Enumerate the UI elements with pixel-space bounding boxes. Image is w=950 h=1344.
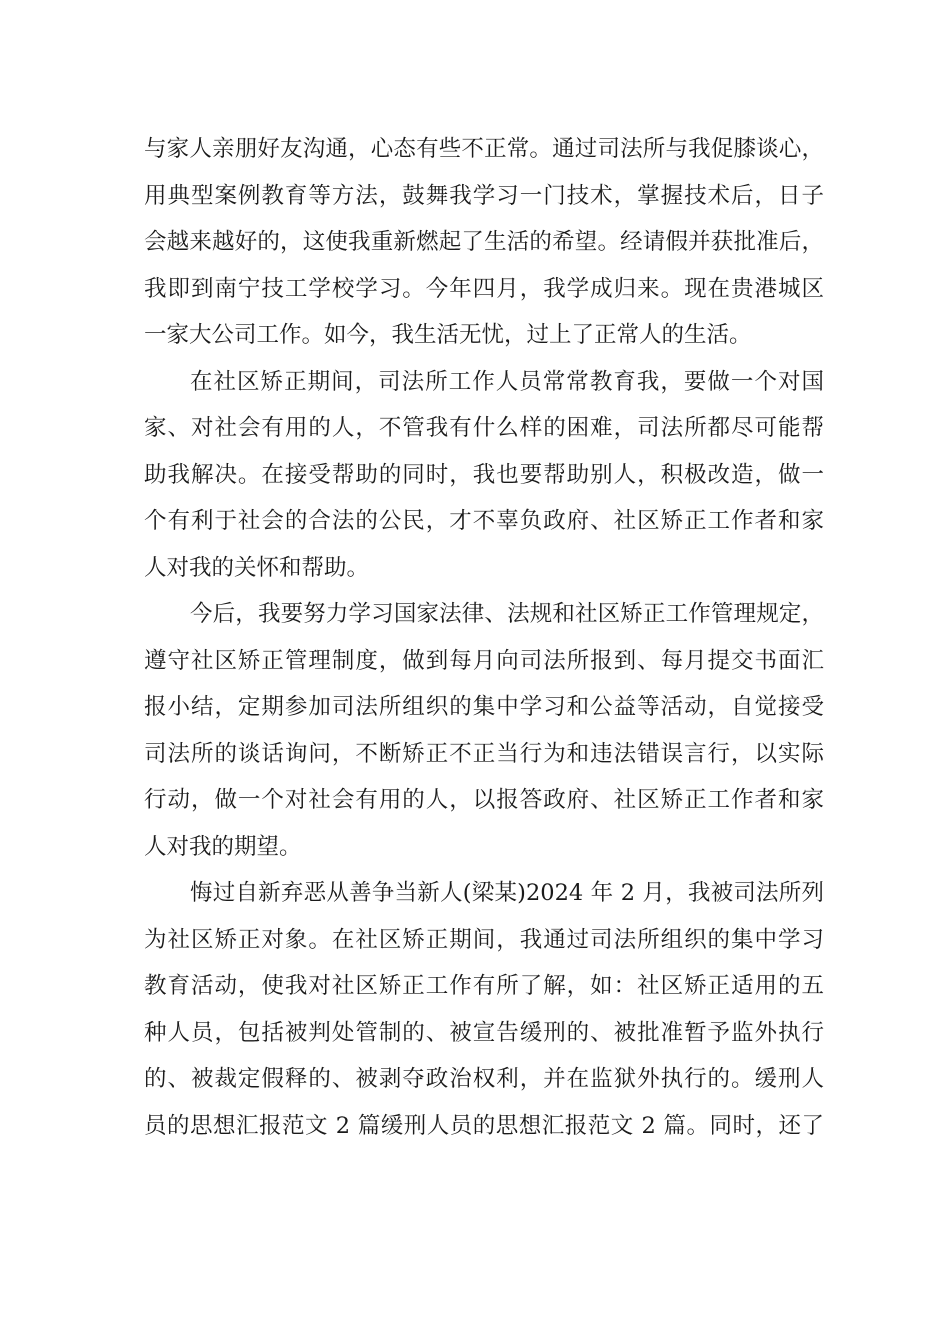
text-line: 家、对社会有用的人，不管我有什么样的困难，司法所都尽可能帮 <box>144 415 824 441</box>
text-line: 与家人亲朋好友沟通，心态有些不正常。通过司法所与我促膝谈心， <box>144 136 824 162</box>
text-line: 报小结，定期参加司法所组织的集中学习和公益等活动，自觉接受 <box>144 694 824 720</box>
text-line: 行动，做一个对社会有用的人，以报答政府、社区矫正工作者和家 <box>144 787 824 813</box>
text-line: 的、被裁定假释的、被剥夺政治权利，并在监狱外执行的。缓刑人 <box>144 1066 824 1092</box>
text-line: 助我解决。在接受帮助的同时，我也要帮助别人，积极改造，做一 <box>144 461 824 488</box>
text-line: 人对我的期望。 <box>144 833 302 860</box>
paragraph-3 <box>144 591 824 870</box>
text-line: 遵守社区矫正管理制度，做到每月向司法所报到、每月提交书面汇 <box>144 647 824 674</box>
text-line: 今后，我要努力学习国家法律、法规和社区矫正工作管理规定， <box>190 601 824 627</box>
text-line: 用典型案例教育等方法，鼓舞我学习一门技术，掌握技术后，日子 <box>144 182 824 209</box>
document-body <box>144 126 824 1149</box>
paragraph-1 <box>144 126 824 359</box>
text-line: 会越来越好的，这使我重新燃起了生活的希望。经请假并获批准后， <box>144 229 824 255</box>
text-line: 员的思想汇报范文 2 篇缓刑人员的思想汇报范文 2 篇。同时，还了 <box>144 1112 824 1139</box>
text-line: 人对我的关怀和帮助。 <box>144 554 370 581</box>
text-line: 教育活动，使我对社区矫正工作有所了解，如：社区矫正适用的五 <box>144 973 824 999</box>
paragraph-2 <box>144 359 824 592</box>
text-line: 个有利于社会的合法的公民，才不辜负政府、社区矫正工作者和家 <box>144 508 824 534</box>
text-line: 种人员，包括被判处管制的、被宣告缓刑的、被批准暂予监外执行 <box>144 1019 824 1046</box>
text-line: 一家大公司工作。如今，我生活无忧，过上了正常人的生活。 <box>144 322 752 348</box>
text-line: 为社区矫正对象。在社区矫正期间，我通过司法所组织的集中学习 <box>144 926 824 953</box>
text-line: 悔过自新弃恶从善争当新人(梁某)2024 年 2 月，我被司法所列 <box>190 880 824 906</box>
text-line: 司法所的谈话询问，不断矫正不正当行为和违法错误言行，以实际 <box>144 740 824 767</box>
paragraph-4 <box>144 870 824 1149</box>
text-line: 在社区矫正期间，司法所工作人员常常教育我，要做一个对国 <box>190 368 824 395</box>
text-line: 我即到南宁技工学校学习。今年四月，我学成归来。现在贵港城区 <box>144 275 824 302</box>
